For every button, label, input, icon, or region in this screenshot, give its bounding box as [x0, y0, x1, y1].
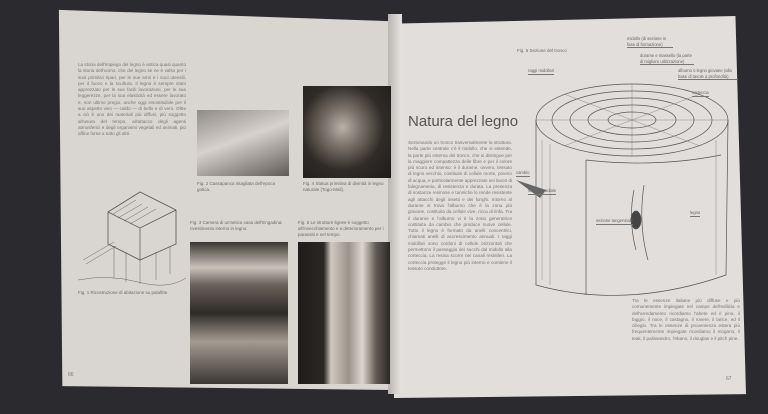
body-text: Sezionando un tronco trasversalmente la struttura. Nella parte centrale c'è il midollo, che si estende, la parte più esterna del tronco, che si distingue per la maggiore compattezza delle fibre e per il colore più scuro ed intenso: è il durame, ovvero, tessuto di legno vecchio, costituito di cellule morte, povero di acqua, e particolarmente apprezzato nei lavori di falegnameria, di resistenza e durata. La presenza di sostanze resinose e tanniche lo rende resistente agli attacchi degli insetti e dei funghi. Intorno al durame si trova l'alburno che è la zona più giovane, costituita da cellule vive, ricca di linfa. Tra il durame e l'alburno vi è la zona generatrice costituita da cambio che produce nuove cellule. Tutto il legno è formato da anelli concentrici, chiamati anelli di accrescimento annuali. I raggi midollari sono cordoni di cellule orizzontali che permettono il passaggio dei succhi dal midollo alla corteccia. La resina scorre nei canali resiniferi. La corteccia protegge il legno più interno e contiene il tessuto conduttore.	[408, 140, 512, 271]
book-spine	[388, 14, 402, 394]
drawing-log-section	[516, 60, 744, 300]
caption-fig1: Fig. 1 Ricostruzione di abitazione su palafitte.	[78, 290, 169, 295]
bottom-text: Tra le essenze italiane più diffuse e più comunemente impiegate nel campo dell'edilizia e dell'arredamento ricordiamo l'abete ed il pino, il faggio, il noce, il castagno, il rovere, il larice, ed il ciliegio. Tra le essenze di provenienza estera più frequentemente impiegate ricordiamo il mogano, il teak, il palissandro, l'ebano, il douglas e il pitch pine.	[632, 298, 740, 341]
figure-caption-fig6: Fig. 6 Sezione del tronco	[517, 48, 567, 53]
caption-fig4: Fig. 4 Statua primitiva di divinità in legno naturale (Togo-Mali).	[303, 181, 384, 192]
label-legno: legno	[690, 210, 701, 215]
photo-carved-chest	[197, 110, 289, 176]
page-number-right: 67	[726, 376, 732, 382]
label-corteccia: corteccia	[692, 90, 709, 95]
page-number-left: 66	[68, 372, 74, 378]
label-alburno: alburno o legno giovane (alla base di tavole a profondità)	[678, 68, 738, 80]
photo-wooden-statue	[303, 86, 391, 178]
page-title: Natura del legno	[408, 113, 519, 130]
label-sezione-radiale: sezione radiale	[528, 188, 557, 193]
label-durame: durame e massello (la parte di migliore utilizzazione)	[640, 53, 694, 65]
label-cambio: cambio	[516, 170, 530, 175]
label-raggi-midollari: raggi midollari	[528, 68, 555, 73]
label-midollo: midollo (di sezione in fase di formazione)	[627, 36, 673, 48]
caption-fig5: Fig. 5 Le strutture lignee è soggetto all'invecchiamento e a deterioramento per i parassiti e nel tempo.	[298, 220, 384, 237]
label-sezione-tangenziale: sezione tangenziale	[596, 218, 634, 223]
drawing-stilt-house	[78, 182, 186, 286]
intro-text: La storia dell'impiego del legno è antica quasi quanto la storia dell'uomo, che del legno se ne è valso per i suoi primitivi ripari, per le sue armi e i suoi utensili, per il fuoco e la scultura. Il legno è sempre stato apprezzato per le sue facili lavorazioni, per le sue leggerezze, per la sua elasticità ed essere lavorato e, non ultimo pregio, anche oggi insostituibile per il suo aspetto vivo — caldo — di bello e di vero. Oltre a ciò è uno dei materiali più diffusi, più soggetto all'usura del tempo, all'attacco degli agenti atmosferici e degli organismi vegetali ed animali, più affine forse a tutto gli altri.	[78, 62, 186, 137]
caption-fig2: Fig. 2 Cassapanca intagliata dell'epoca gotica.	[197, 181, 276, 192]
photo-engadina-room	[190, 242, 288, 384]
photo-wood-beams	[298, 242, 390, 384]
caption-fig3: Fig. 3 Camera di un'antica casa dell'Engadina: rivestimento interno in legno.	[190, 220, 283, 231]
